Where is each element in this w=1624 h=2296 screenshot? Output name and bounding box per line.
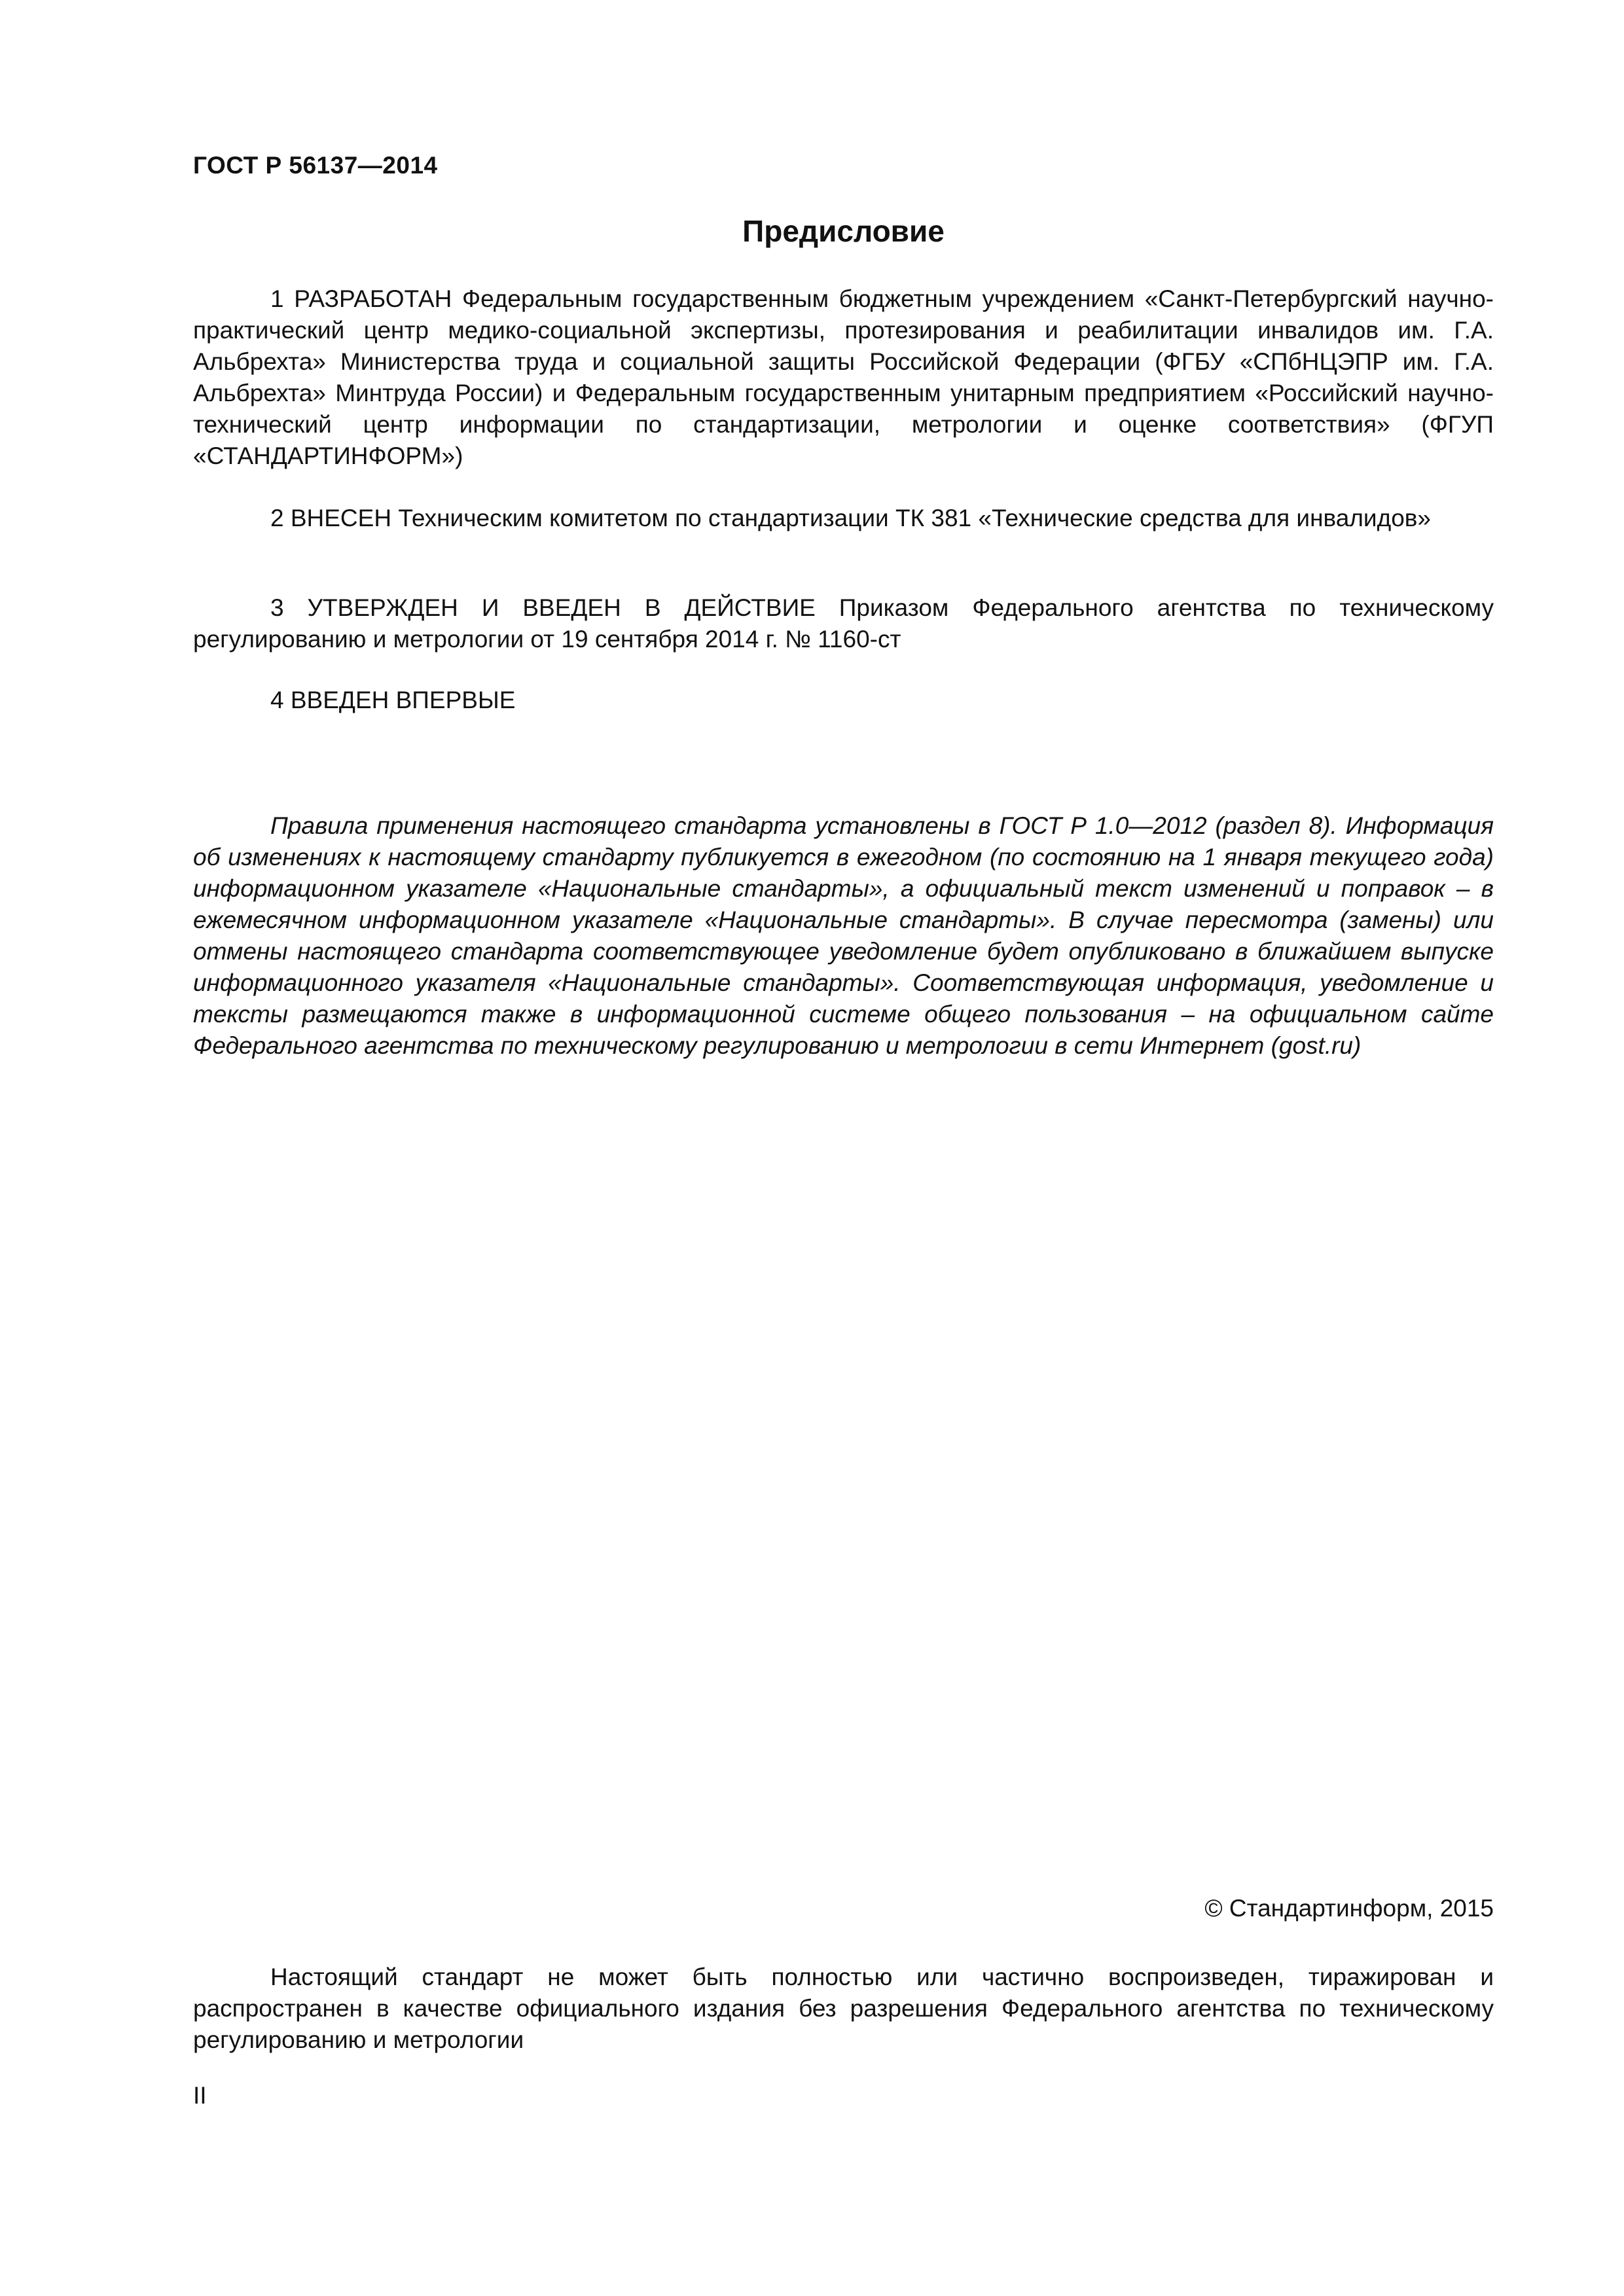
reproduction-notice: Настоящий стандарт не может быть полностью или частично воспроизведен, тиражирован и распространен в качестве официального издания без разрешения Федерального агентства по техническому регулированию и метрологии [193,1964,1494,2053]
page-number: II [193,2082,207,2109]
paragraph-approved: 3 УТВЕРЖДЕН И ВВЕДЕН В ДЕЙСТВИЕ Приказом Федерального агентства по техническому регулированию и метрологии от 19 сентября 2014 г. № 1160-ст [193,594,1494,653]
application-rules-note: Правила применения настоящего стандарта установлены в ГОСТ Р 1.0—2012 (раздел 8). Информация об изменениях к настоящему стандарту публикуется в ежегодном (по состоянию на 1 января текущего года) информационном указателе «Национальные стандарты», а официальный текст изменений и поправок – в ежемесячном информационном указателе «Национальные стандарты». В случае пересмотра (замены) или отмены настоящего стандарта соответствующее уведомление будет опубликовано в ближайшем выпуске информационного указателя «Национальные стандарты». Соответствующая информация, уведомление и тексты размещаются также в информационной системе общего пользования – на официальном сайте Федерального агентства по техническому регулированию и метрологии в сети Интернет (gost.ru) [193,812,1494,1059]
section-title: Предисловие [742,214,945,248]
copyright-notice: © Стандартинформ, 2015 [1204,1895,1494,1922]
paragraph-introduced-by: 2 ВНЕСЕН Техническим комитетом по стандартизации ТК 381 «Технические средства для инвалидов» [270,505,1432,531]
paragraph-first-introduced: 4 ВВЕДЕН ВПЕРВЫЕ [270,687,516,713]
document-code: ГОСТ Р 56137—2014 [193,152,438,179]
paragraph-developed-by: 1 РАЗРАБОТАН Федеральным государственным бюджетным учреждением «Санкт-Петербургский научно-практический центр медико-социальной экспертизы, протезирования и реабилитации инвалидов им. Г.А. Альбрехта» Министерства труда и социальной защиты Российской Федерации (ФГБУ «СПбНЦЭПР им. Г.А. Альбрехта» Минтруда России) и Федеральным государственным унитарным предприятием «Российский научно-технический центр информации по стандартизации, метрологии и оценке соответствия» (ФГУП «СТАНДАРТИНФОРМ») [193,285,1494,469]
